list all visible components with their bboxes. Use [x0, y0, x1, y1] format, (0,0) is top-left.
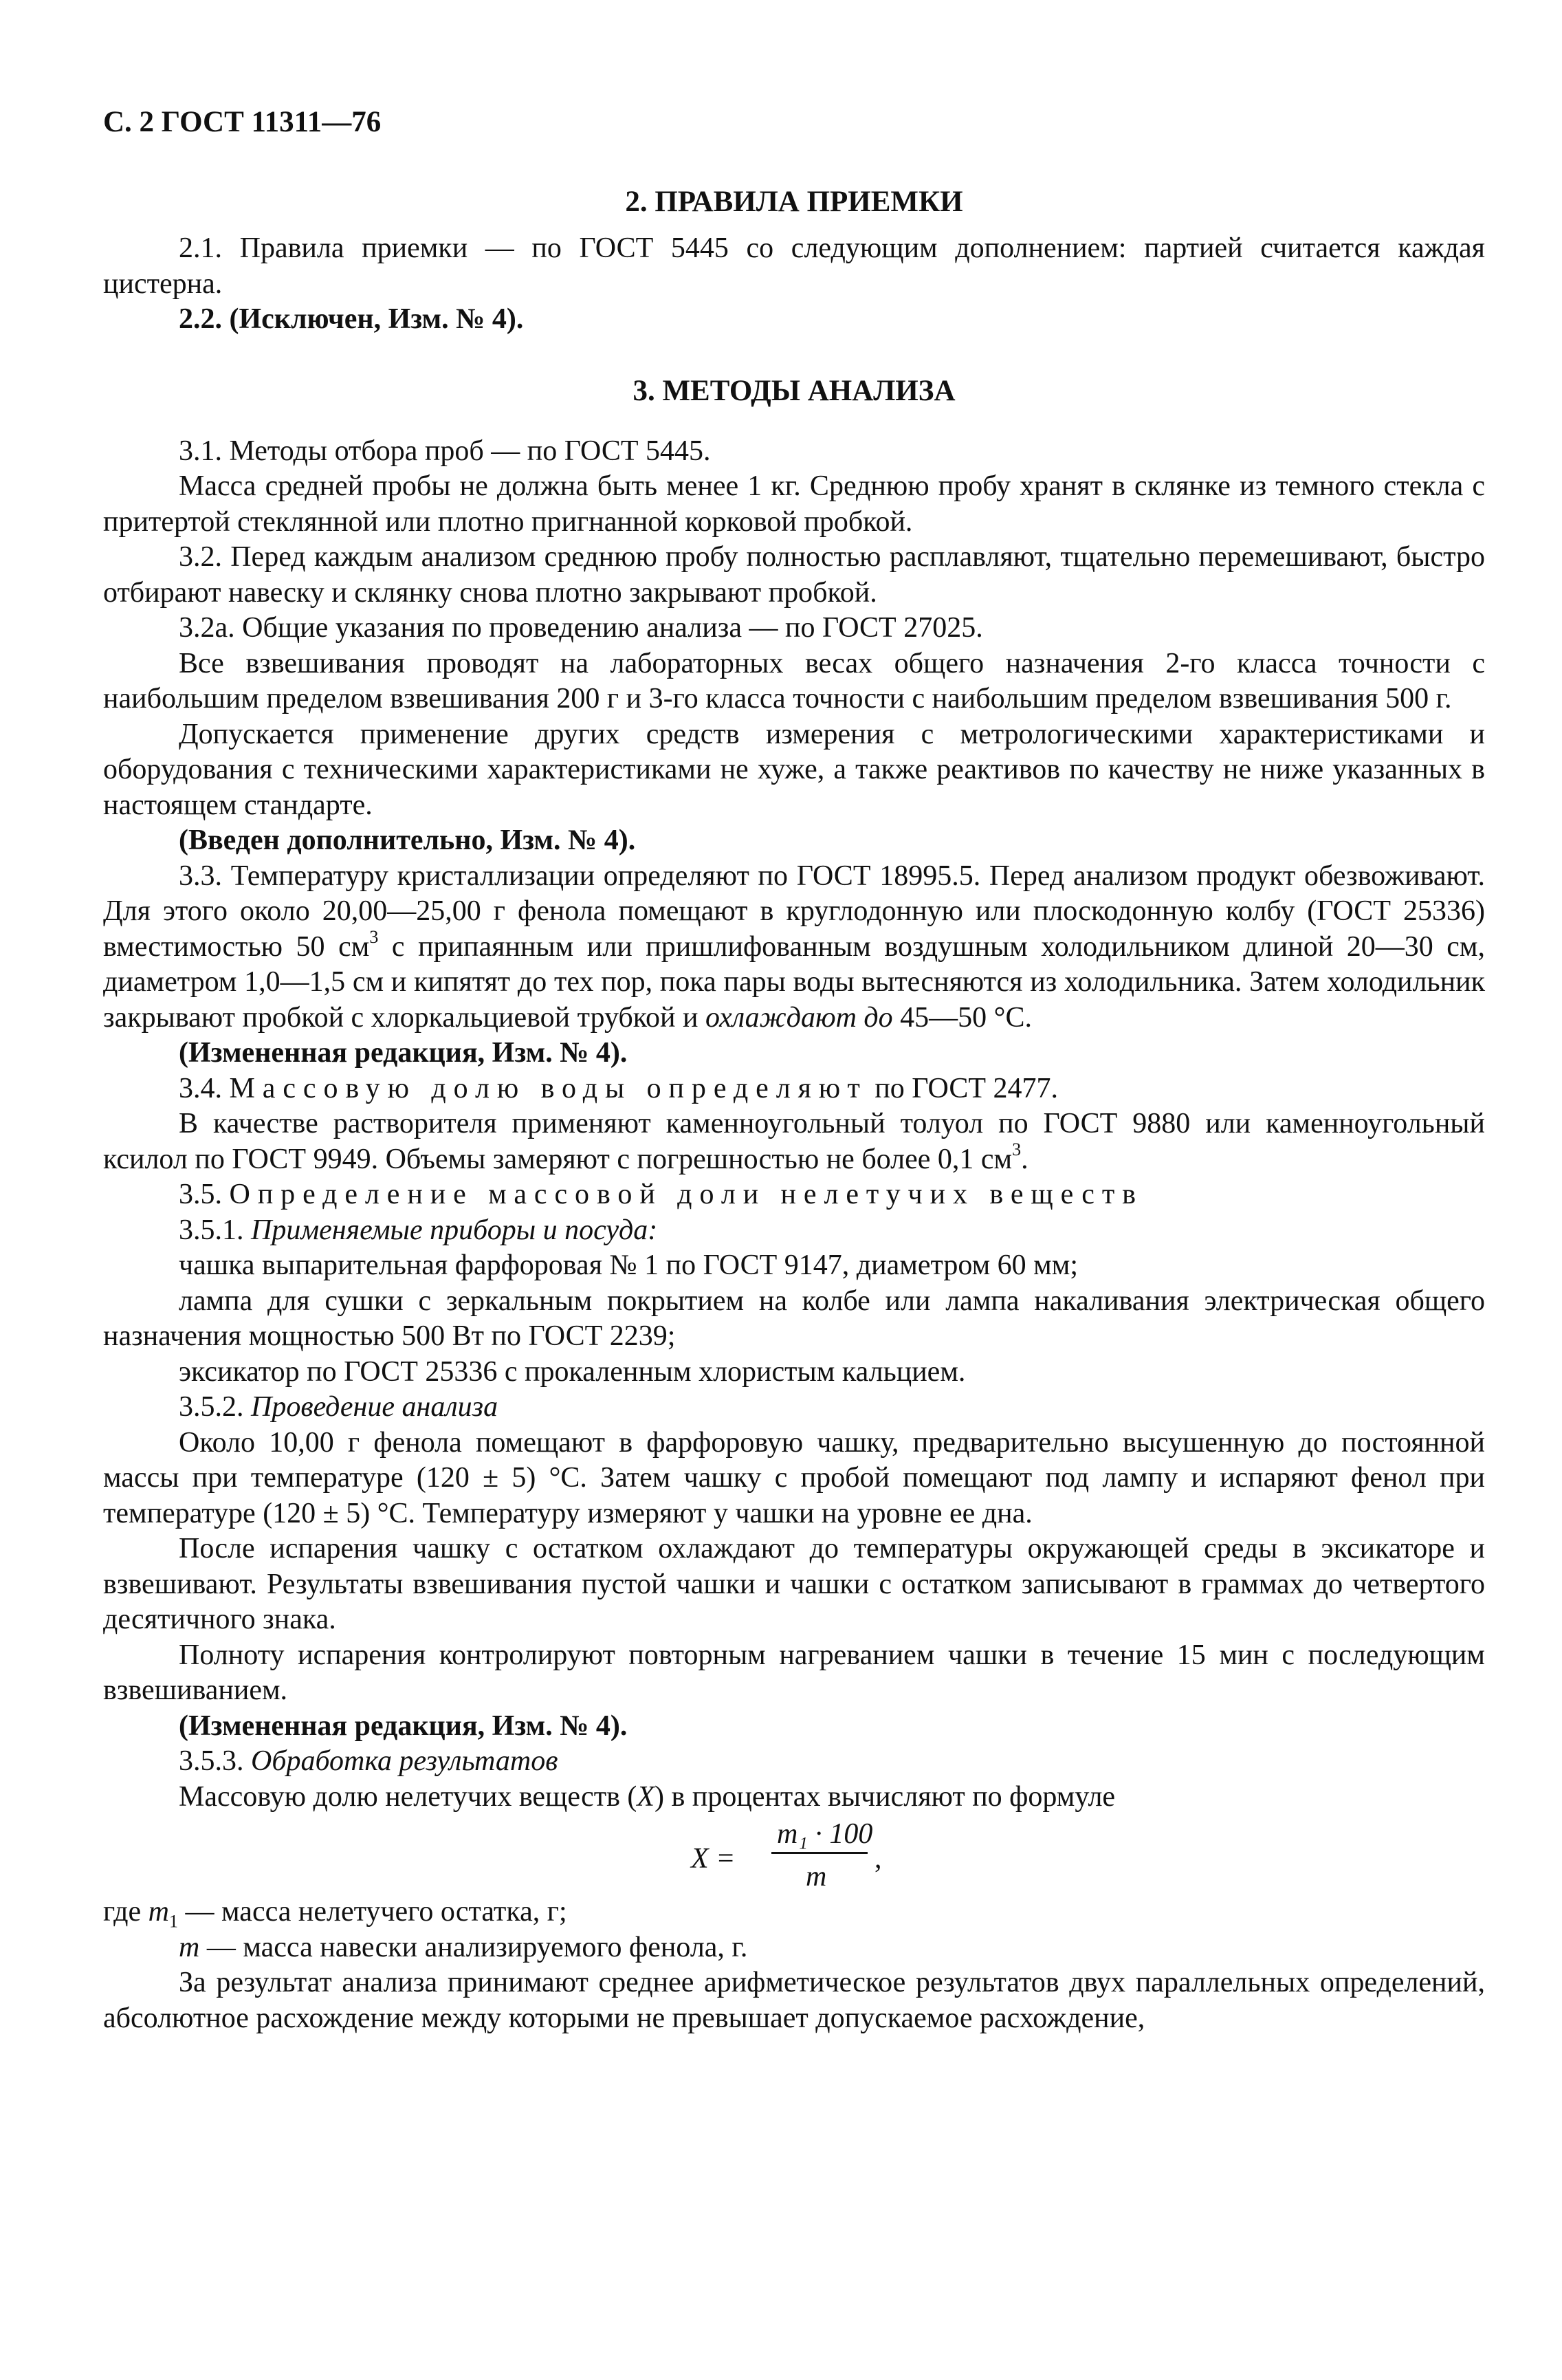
paragraph-3-2: 3.2. Перед каждым анализом среднюю пробу полностью расплавляют, тщательно перемешивают, быстро отбирают навеску и склянку снова плотно закрывают пробкой. [103, 541, 1485, 609]
page-header: С. 2 ГОСТ 11311—76 [103, 106, 382, 138]
variable-m: m [148, 1896, 169, 1928]
paragraph-3-5-2-completeness: Полноту испарения контролируют повторным нагреванием чашки в течение 15 мин с последующим взвешиванием. [103, 1639, 1485, 1706]
formula-comma: , [874, 1843, 882, 1875]
formula-fraction-bar [771, 1852, 868, 1854]
paragraph-3-2a: 3.2а. Общие указания по проведению анализа — по ГОСТ 27025. [179, 612, 983, 644]
paragraph-2-1: 2.1. Правила приемки — по ГОСТ 5445 со следующим дополнением: партией считается каждая цистерна. [103, 232, 1485, 300]
text-3-4b-end: . [1021, 1143, 1028, 1175]
text-3-3-a: 3.3. Температуру кристаллизации определяют по ГОСТ 18995.5. Перед анализом продукт обезвоживают. Для этого около 20,00—25,00 г фенола помещают в круглодонную или плоскодонную колбу (ГОСТ 25336) вместимостью 50 см [103, 860, 1485, 963]
where-m1 [103, 1895, 1485, 1930]
paragraph-3-4 [103, 1071, 1485, 1107]
paragraph-3-5-1 [103, 1213, 1485, 1249]
paragraph-3-2a-alternatives: Допускается применение других средств измерения с метрологическими характеристиками и оборудования с техническими характеристиками не хуже, а также реактивов по качеству не ниже указанных в настоящем стандарте. [103, 718, 1485, 821]
paragraph-3-5-3 [103, 1744, 1485, 1780]
heading-3-5-1: Применяемые приборы и посуда: [251, 1214, 658, 1246]
list-item-lamp: лампа для сушки с зеркальным покрытием на колбе или лампа накаливания электрическая общего назначения мощностью 500 Вт по ГОСТ 2239; [103, 1285, 1485, 1352]
note-introduced: (Введен дополнительно, Изм. № 4). [179, 825, 636, 856]
note-changed-2: (Измененная редакция, Изм. № 4). [179, 1710, 628, 1742]
text-3-4-tail: по ГОСТ 2477. [867, 1072, 1059, 1104]
formula-denominator: m [806, 1861, 827, 1892]
number-3-5-2: 3.5.2. [179, 1391, 251, 1423]
paragraph-3-1: 3.1. Методы отбора проб — по ГОСТ 5445. [179, 435, 711, 467]
variable-x: X [637, 1780, 655, 1813]
formula-lhs: X = [691, 1843, 736, 1875]
number-3-5-3: 3.5.3. [179, 1745, 251, 1777]
text-3-3-b: с припаянным или пришлифованным воздушным холодильником длиной 20—30 см, диаметром 1,0—1,5 см и кипятят до тех пор, пока пары воды вытесняются из холодильника. Затем холодильник закрывают пробкой с хлоркальциевой трубкой и [103, 930, 1485, 1034]
paragraph-3-5-2-cooling: После испарения чашку с остатком охлаждают до температуры окружающей среды в эксикаторе и взвешивают. Результаты взвешивания пустой чашки и чашки с остатком записывают в граммах до четвертого десятичного знака. [103, 1533, 1485, 1635]
paragraph-3-1-sample-mass: Масса средней пробы не должна быть менее 1 кг. Среднюю пробу хранят в склянке из темного стекла с притертой стеклянной или плотно пригнанной корковой пробкой. [103, 470, 1485, 538]
where-prefix: где [103, 1896, 148, 1928]
paragraph-3-5-3-formula-intro [103, 1780, 1485, 1815]
where-m-text: — масса навески анализируемого фенола, г. [199, 1931, 748, 1963]
list-item-desiccator: эксикатор по ГОСТ 25336 с прокаленным хлористым кальцием. [179, 1355, 966, 1388]
paragraph-result: За результат анализа принимают среднее арифметическое результатов двух параллельных определений, абсолютное расхождение между которыми не превышает допускаемое расхождение, [103, 1967, 1485, 2034]
text-formula-intro-a: Массовую долю нелетучих веществ ( [179, 1780, 637, 1813]
text-3-3-italic: охлаждают до [705, 1001, 893, 1034]
variable-m-2: m [179, 1931, 200, 1963]
subscript-1: 1 [169, 1911, 179, 1932]
superscript-3-b: 3 [1012, 1139, 1022, 1159]
text-3-4b: В качестве растворителя применяют каменноугольный толуол по ГОСТ 9880 или каменноугольный ксилол по ГОСТ 9949. Объемы замеряют с погрешностью не более 0,1 см [103, 1108, 1485, 1175]
formula-block [103, 1817, 1485, 1893]
paragraph-3-5-2 [103, 1390, 1485, 1426]
paragraph-3-5-2-procedure: Около 10,00 г фенола помещают в фарфоровую чашку, предварительно высушенную до постоянной массы при температуре (120 ± 5) °С. Затем чашку с пробой помещают под лампу и испаряют фенол при температуре (120 ± 5) °С. Температуру измеряют у чашки на уровне ее дна. [103, 1426, 1485, 1529]
paragraph-3-4-solvent [103, 1106, 1485, 1177]
text-3-3-c: 45—50 °С. [892, 1001, 1032, 1034]
where-m [103, 1930, 1485, 1966]
paragraph-3-5 [103, 1177, 1485, 1213]
number-3-5-1: 3.5.1. [179, 1214, 251, 1246]
paragraph-3-2a-weighing: Все взвешивания проводят на лабораторных весах общего назначения 2-го класса точности с наибольшим пределом взвешивания 200 г и 3-го класса точности с наибольшим пределом взвешивания 500 г. [103, 647, 1485, 714]
number-3-5: 3.5. [179, 1179, 230, 1210]
section-3-title: 3. МЕТОДЫ АНАЛИЗА [632, 374, 956, 407]
note-changed-1: (Измененная редакция, Изм. № 4). [179, 1037, 628, 1069]
list-item-cup: чашка выпарительная фарфоровая № 1 по ГОСТ 9147, диаметром 60 мм; [179, 1249, 1078, 1281]
paragraph-3-3 [103, 859, 1485, 1036]
document-page [103, 103, 1485, 2036]
section-2-title: 2. ПРАВИЛА ПРИЕМКИ [625, 186, 963, 218]
where-m1-text: — масса нелетучего остатка, г; [178, 1896, 567, 1928]
heading-3-5-2: Проведение анализа [251, 1391, 498, 1423]
heading-3-4-spaced: Массовую долю воды определяют [229, 1072, 868, 1104]
superscript-3: 3 [369, 926, 379, 947]
heading-3-5-3: Обработка результатов [251, 1745, 558, 1777]
text-formula-intro-b: ) в процентах вычисляют по формуле [654, 1780, 1116, 1813]
formula-numerator: m₁ · 100 [777, 1818, 873, 1850]
heading-3-5-spaced: Определение массовой доли нелетучих веществ [229, 1179, 1143, 1210]
number-3-4: 3.4. [179, 1072, 230, 1104]
paragraph-2-2: 2.2. (Исключен, Изм. № 4). [179, 303, 524, 335]
